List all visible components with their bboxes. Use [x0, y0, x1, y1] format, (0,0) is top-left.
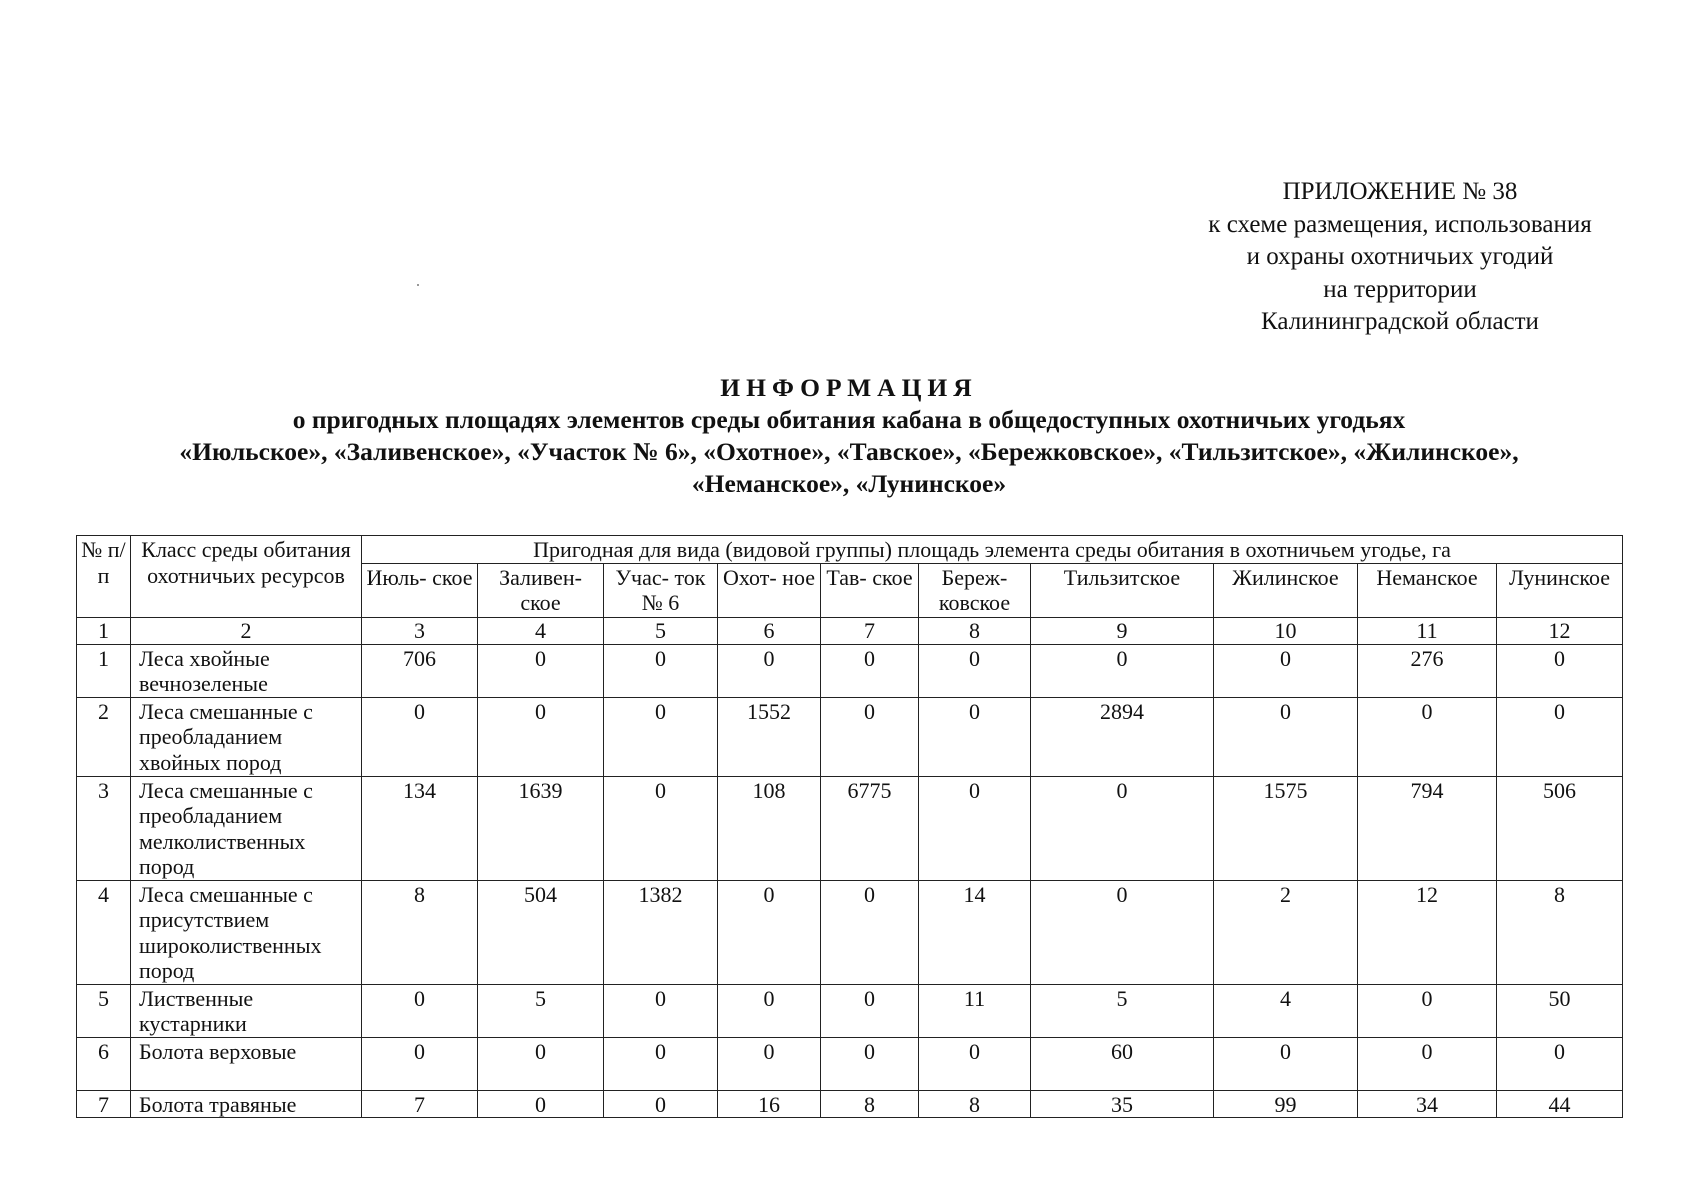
area-value: 276	[1358, 644, 1497, 697]
area-value: 7	[362, 1090, 478, 1118]
scan-speck	[417, 284, 419, 286]
title-heading: ИНФОРМАЦИЯ	[720, 373, 978, 402]
area-value: 0	[1031, 644, 1214, 697]
column-number: 1	[77, 617, 131, 644]
area-value: 0	[1497, 1037, 1623, 1090]
area-value: 0	[1497, 644, 1623, 697]
area-value: 0	[718, 644, 821, 697]
area-value: 108	[718, 776, 821, 880]
area-value: 2894	[1031, 697, 1214, 776]
area-value: 0	[478, 1037, 604, 1090]
header-class: Класс среды обитания охотничьих ресурсов	[131, 536, 362, 618]
area-value: 12	[1358, 880, 1497, 984]
area-value: 14	[919, 880, 1031, 984]
area-value: 0	[718, 984, 821, 1037]
title-line: «Июльское», «Заливенское», «Участок № 6», «Охотное», «Тавское», «Бережковское», «Тильзитское», «Жилинское»,	[179, 437, 1519, 466]
area-value: 5	[478, 984, 604, 1037]
area-value: 0	[604, 697, 718, 776]
appendix-line: ПРИЛОЖЕНИЕ № 38	[1282, 178, 1518, 205]
table-row	[77, 880, 1623, 984]
area-value: 0	[821, 984, 919, 1037]
appendix-line: к схеме размещения, использования	[1208, 210, 1592, 238]
row-number: 5	[77, 984, 131, 1037]
area-value: 8	[821, 1090, 919, 1118]
habitat-table	[76, 535, 1623, 1118]
table-row	[77, 984, 1623, 1037]
area-value: 0	[1031, 776, 1214, 880]
column-number: 6	[718, 617, 821, 644]
habitat-class: Лиственные кустарники	[131, 984, 362, 1037]
area-value: 0	[821, 697, 919, 776]
area-value: 506	[1497, 776, 1623, 880]
area-value: 34	[1358, 1090, 1497, 1118]
row-number: 2	[77, 697, 131, 776]
area-value: 0	[718, 1037, 821, 1090]
area-value: 0	[1031, 880, 1214, 984]
habitat-class: Болота верховые	[131, 1037, 362, 1090]
document-title	[0, 372, 1698, 500]
area-value: 1575	[1214, 776, 1358, 880]
column-number: 10	[1214, 617, 1358, 644]
area-value: 5	[1031, 984, 1214, 1037]
column-number: 12	[1497, 617, 1623, 644]
area-value: 0	[919, 644, 1031, 697]
area-value: 1552	[718, 697, 821, 776]
habitat-class: Леса смешанные с преобладанием хвойных пород	[131, 697, 362, 776]
area-value: 0	[919, 776, 1031, 880]
header-column: Тильзитское	[1031, 563, 1214, 617]
area-value: 0	[1358, 697, 1497, 776]
column-number: 2	[131, 617, 362, 644]
column-number: 8	[919, 617, 1031, 644]
table-row	[77, 1090, 1623, 1118]
column-number: 3	[362, 617, 478, 644]
header-column: Неманское	[1358, 563, 1497, 617]
header-column: Учас- ток № 6	[604, 563, 718, 617]
header-column: Охот- ное	[718, 563, 821, 617]
area-value: 4	[1214, 984, 1358, 1037]
column-number: 5	[604, 617, 718, 644]
header-column: Июль- ское	[362, 563, 478, 617]
column-number: 4	[478, 617, 604, 644]
area-value: 794	[1358, 776, 1497, 880]
area-value: 0	[1497, 697, 1623, 776]
column-number: 9	[1031, 617, 1214, 644]
area-value: 2	[1214, 880, 1358, 984]
habitat-class: Леса хвойные вечнозеленые	[131, 644, 362, 697]
row-number: 3	[77, 776, 131, 880]
header-column: Лунинское	[1497, 563, 1623, 617]
appendix-line: и охраны охотничьих угодий	[1246, 243, 1554, 270]
row-number: 4	[77, 880, 131, 984]
area-value: 0	[1214, 697, 1358, 776]
habitat-class: Болота травяные	[131, 1090, 362, 1118]
area-value: 0	[821, 644, 919, 697]
area-value: 8	[1497, 880, 1623, 984]
habitat-class: Леса смешанные с присутствием широколиственных пород	[131, 880, 362, 984]
header-column: Береж- ковское	[919, 563, 1031, 617]
area-value: 0	[821, 1037, 919, 1090]
header-column: Заливен- ское	[478, 563, 604, 617]
area-value: 0	[919, 697, 1031, 776]
area-value: 1639	[478, 776, 604, 880]
header-area: Пригодная для вида (видовой группы) площадь элемента среды обитания в охотничьем угодье, га	[362, 536, 1623, 564]
area-value: 0	[604, 1037, 718, 1090]
area-value: 8	[362, 880, 478, 984]
area-value: 706	[362, 644, 478, 697]
area-value: 0	[1214, 644, 1358, 697]
area-value: 44	[1497, 1090, 1623, 1118]
area-value: 16	[718, 1090, 821, 1118]
header-num: № п/п	[77, 536, 131, 618]
area-value: 0	[604, 644, 718, 697]
area-value: 0	[821, 880, 919, 984]
area-value: 0	[478, 697, 604, 776]
column-number-row	[77, 617, 1623, 644]
area-value: 134	[362, 776, 478, 880]
area-value: 8	[919, 1090, 1031, 1118]
area-value: 0	[604, 776, 718, 880]
area-value: 0	[604, 984, 718, 1037]
appendix-block	[1170, 176, 1630, 339]
area-value: 1382	[604, 880, 718, 984]
column-number: 11	[1358, 617, 1497, 644]
area-value: 0	[919, 1037, 1031, 1090]
area-value: 0	[718, 880, 821, 984]
area-value: 0	[478, 1090, 604, 1118]
title-line: «Неманское», «Лунинское»	[691, 469, 1007, 498]
row-number: 6	[77, 1037, 131, 1090]
area-value: 0	[1358, 1037, 1497, 1090]
table-row	[77, 644, 1623, 697]
table-row	[77, 776, 1623, 880]
area-value: 6775	[821, 776, 919, 880]
area-value: 99	[1214, 1090, 1358, 1118]
area-value: 0	[362, 984, 478, 1037]
area-value: 35	[1031, 1090, 1214, 1118]
area-value: 0	[1214, 1037, 1358, 1090]
row-number: 7	[77, 1090, 131, 1118]
title-line: о пригодных площадях элементов среды обитания кабана в общедоступных охотничьих угодьях	[292, 405, 1406, 434]
column-number: 7	[821, 617, 919, 644]
area-value: 0	[478, 644, 604, 697]
area-value: 60	[1031, 1037, 1214, 1090]
habitat-class: Леса смешанные с преобладанием мелколиственных пород	[131, 776, 362, 880]
row-number: 1	[77, 644, 131, 697]
area-value: 504	[478, 880, 604, 984]
header-column: Жилинское	[1214, 563, 1358, 617]
header-column: Тав- ское	[821, 563, 919, 617]
area-value: 0	[1358, 984, 1497, 1037]
appendix-line: Калининградской области	[1261, 308, 1539, 335]
table-row	[77, 697, 1623, 776]
area-value: 0	[362, 1037, 478, 1090]
area-value: 50	[1497, 984, 1623, 1037]
appendix-line: на территории	[1323, 275, 1477, 303]
area-value: 0	[362, 697, 478, 776]
table-row	[77, 1037, 1623, 1090]
area-value: 0	[604, 1090, 718, 1118]
area-value: 11	[919, 984, 1031, 1037]
